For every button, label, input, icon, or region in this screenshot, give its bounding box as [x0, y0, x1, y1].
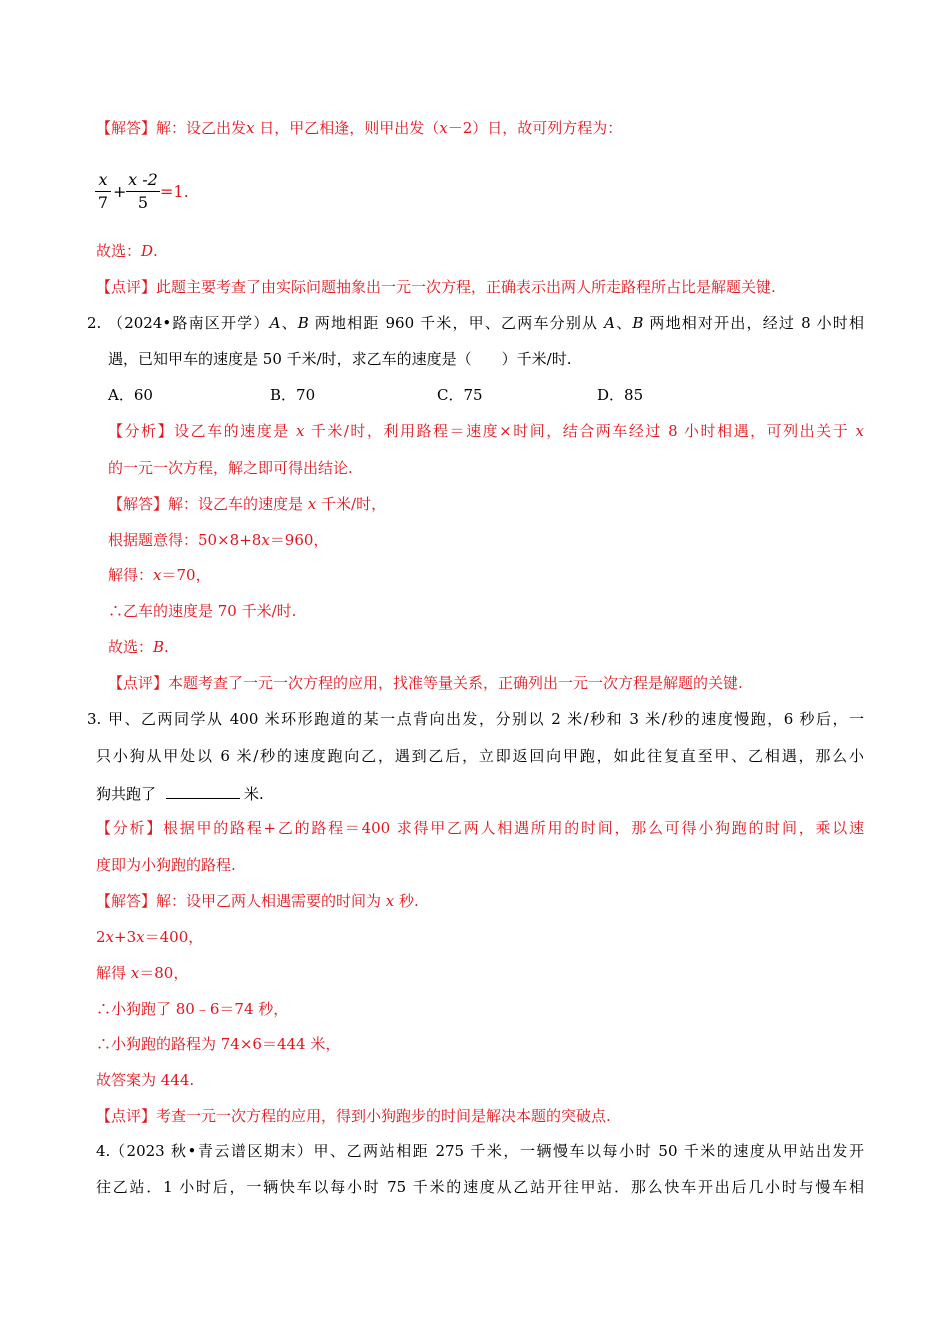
var-a: A [269, 314, 281, 332]
comment-tag: 【点评】 [96, 1107, 157, 1125]
var-x: x [105, 928, 115, 946]
plus-sign: + [113, 182, 127, 201]
analysis-tag: 【分析】 [96, 819, 164, 837]
var-x: x [153, 566, 162, 584]
q3-stem-line-3 [96, 783, 264, 805]
analysis-text: 根据甲的路程+乙的路程＝400 求得甲乙两人相遇所用的时间，那么可得小狗跑的时间，乘以速 [163, 819, 864, 837]
var-x: x [439, 119, 448, 137]
var-x: x [296, 422, 305, 440]
q2-analysis-line-2: 的一元一次方程，解之即可得出结论. [108, 459, 353, 477]
question-number: 4. [96, 1142, 111, 1160]
q2-stem-line-1 [108, 312, 864, 334]
answer-text: 解：设乙出发 [156, 119, 247, 137]
var-x: x [136, 928, 145, 946]
choice-label: 故选： [108, 638, 154, 656]
question-number: 2. [87, 314, 102, 332]
option-c: C．75 [437, 386, 483, 404]
stem-text: 米. [244, 785, 264, 803]
stem-text: 两地相距 960 千米，甲、乙两车分别从 [308, 314, 605, 332]
q3-answer-line-6: 故答案为 444. [96, 1071, 195, 1089]
answer-tag: 【解答】 [96, 892, 157, 910]
option-b: B．70 [270, 386, 316, 404]
var-b: B [632, 314, 644, 332]
var-x: x [855, 422, 864, 440]
q3-analysis-line-1 [96, 817, 864, 839]
choice-value: B [153, 638, 165, 656]
answer-text: 解得： [108, 566, 154, 584]
answer-text: 日，甲乙相逢，则甲出发（ [254, 119, 440, 137]
q4-stem-line-1: （2023 秋•青云谱区期末）甲、乙两站相距 275 千米，一辆慢车以每小时 50 千米的速度从甲站出发开 [110, 1142, 864, 1160]
answer-text: 解：设甲乙两人相遇需要的时间为 [156, 892, 386, 910]
q1-answer-line [96, 117, 622, 139]
q3-answer-line-4: ∴小狗跑了 80﹣6＝74 秒， [96, 1000, 289, 1018]
q3-comment-line [96, 1105, 611, 1127]
option-a: A．60 [108, 386, 153, 404]
analysis-text: 设乙车的速度是 [174, 422, 297, 440]
var-x: x [130, 964, 140, 982]
q2-answer-line-2 [108, 529, 328, 551]
denominator: 7 [97, 193, 109, 212]
analysis-text: 千米/时，利用路程＝速度×时间，结合两车经过 8 小时相遇，可列出关于 [304, 422, 856, 440]
comment-text: 此题主要考查了由实际问题抽象出一元一次方程，正确表示出两人所走路程所占比是解题关键. [156, 278, 776, 296]
comment-text: 考查一元一次方程的应用，得到小狗跑步的时间是解决本题的突破点. [156, 1107, 611, 1125]
q4-stem-line-2: 往乙站．1 小时后，一辆快车以每小时 75 千米的速度从乙站开往甲站．那么快车开出后几小时与慢车相 [96, 1178, 864, 1196]
answer-text: ＝960， [269, 531, 329, 549]
stem-text: 狗共跑了 [96, 785, 157, 803]
var-x: x [246, 119, 255, 137]
q2-analysis-line-1 [108, 420, 864, 442]
choice-end: . [164, 638, 169, 656]
stem-text: 两地相对开出，经过 8 小时相 [643, 314, 864, 332]
denominator: 5 [137, 193, 149, 212]
question-number: 3. [87, 710, 102, 728]
answer-text: ＝70， [161, 566, 211, 584]
fraction-x-over-7 [95, 170, 111, 213]
option-d: D．85 [597, 386, 644, 404]
fraction-bar [126, 191, 160, 192]
var-x: x [385, 892, 395, 910]
fraction-bar [95, 191, 111, 192]
answer-text: 2 [96, 928, 106, 946]
q3-answer-line-3 [96, 962, 188, 984]
fraction-x-minus-2-over-5 [126, 170, 160, 213]
q2-comment-line [108, 672, 743, 694]
answer-text: 千米/时， [316, 495, 387, 513]
q2-choice-line [108, 636, 169, 658]
q2-stem-line-2: 遇，已知甲车的速度是 50 千米/时，求乙车的速度是（ ）千米/时. [108, 350, 572, 368]
var-x: x [307, 495, 317, 513]
q2-answer-line-4: ∴乙车的速度是 70 千米/时. [108, 602, 297, 620]
analysis-tag: 【分析】 [108, 422, 175, 440]
q3-stem-line-1: 甲、乙两同学从 400 米环形跑道的某一点背向出发，分别以 2 米/秒和 3 米/秒的速度慢跑，6 秒后，一 [108, 710, 864, 728]
comment-text: 本题考查了一元一次方程的应用，找准等量关系，正确列出一元一次方程是解题的关键. [168, 674, 743, 692]
answer-text: 解得 [96, 964, 131, 982]
answer-text: 根据题意得：50×8+8 [108, 531, 262, 549]
q3-answer-line-2 [96, 926, 203, 948]
stem-text: （2024•路南区开学） [108, 314, 270, 332]
stem-text: 、 [280, 314, 298, 332]
q1-choice-line [96, 240, 158, 262]
var-a: A [604, 314, 616, 332]
choice-end: . [153, 242, 158, 260]
comment-tag: 【点评】 [108, 674, 169, 692]
answer-text: ＝400， [144, 928, 204, 946]
answer-blank [166, 783, 240, 799]
var-x: x [261, 531, 270, 549]
var-b: B [297, 314, 309, 332]
answer-text: 解：设乙车的速度是 [168, 495, 308, 513]
answer-tag: 【解答】 [108, 495, 169, 513]
numerator: x [98, 170, 108, 189]
q2-answer-line-3 [108, 564, 211, 586]
stem-text: 、 [615, 314, 633, 332]
equation-result: =1. [160, 182, 189, 201]
answer-text: －2）日，故可列方程为： [447, 119, 623, 137]
numerator [126, 170, 160, 190]
q3-stem-line-2: 只小狗从甲处以 6 米/秒的速度跑向乙，遇到乙后，立即返回向甲跑，如此往复直至甲、乙相遇，那么小 [96, 747, 864, 765]
q3-answer-line-5: ∴小狗跑的路程为 74×6＝444 米， [96, 1035, 341, 1053]
answer-tag: 【解答】 [96, 119, 157, 137]
q1-comment-line [96, 276, 776, 298]
numerator-text: x -2 [128, 170, 158, 189]
q3-answer-line-1 [96, 890, 419, 912]
q3-analysis-line-2: 度即为小狗跑的路程. [96, 856, 236, 874]
answer-text: ＝80， [139, 964, 189, 982]
answer-text: +3 [114, 928, 137, 946]
comment-tag: 【点评】 [96, 278, 157, 296]
q2-answer-line-1 [108, 493, 386, 515]
answer-text: 秒. [394, 892, 419, 910]
choice-label: 故选： [96, 242, 142, 260]
choice-value: D [141, 242, 154, 260]
